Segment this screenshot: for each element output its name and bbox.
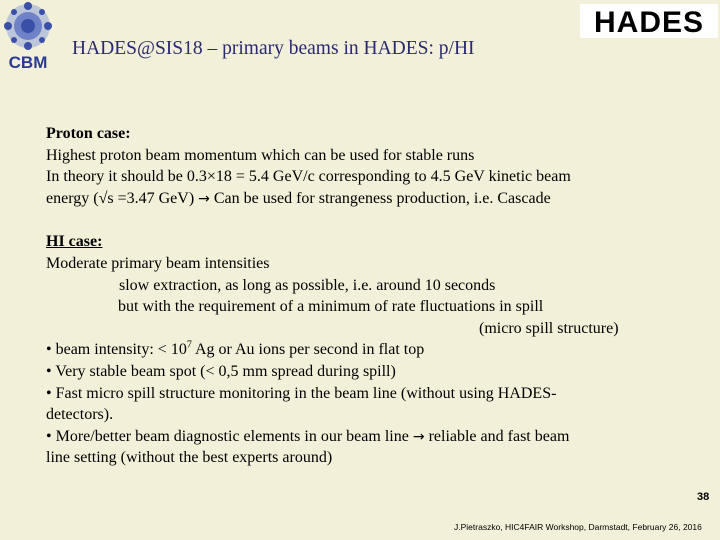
proton-heading: Proton case: xyxy=(46,125,131,142)
proton-line-2: In theory it should be 0.3×18 = 5.4 GeV/c corresponding to 4.5 GeV kinetic beam xyxy=(46,168,571,186)
slide-content xyxy=(46,123,686,469)
slide-title: HADES@SIS18 – primary beams in HADES: p/HI xyxy=(72,38,475,59)
arrow-right-icon: → xyxy=(198,190,210,207)
proton-cascade-text: Can be used for strangeness production, i.e. Cascade xyxy=(209,189,551,207)
hi-line-3: but with the requirement of a minimum of rate fluctuations in spill xyxy=(118,298,544,316)
hades-logo xyxy=(580,4,718,38)
hi-heading: HI case: xyxy=(46,233,103,251)
arrow-right-icon: → xyxy=(412,428,425,445)
hades-logo-text: HADES xyxy=(593,6,705,38)
hi-line-1: Moderate primary beam intensities xyxy=(46,254,270,272)
intensity-exponent: 7 xyxy=(186,340,192,352)
cbm-atom-icon xyxy=(4,2,52,50)
hi-bullet-diagnostics-cont: line setting (without the best experts around) xyxy=(46,449,333,467)
diagnostics-text: • More/better beam diagnostic elements in our beam line xyxy=(46,427,413,445)
hi-bullet-spill-monitoring: • Fast micro spill structure monitoring in the beam line (without using HADES- xyxy=(46,384,557,402)
proton-line-1: Highest proton beam momentum which can be used for stable runs xyxy=(46,146,475,164)
cbm-logo xyxy=(2,0,54,72)
hi-bullet-beam-spot: • Very stable beam spot (< 0,5 mm spread during spill) xyxy=(46,362,396,380)
diagnostics-reliable-text: reliable and fast beam xyxy=(424,427,570,445)
intensity-text: • beam intensity: < 10 xyxy=(46,341,187,359)
cbm-logo-text: CBM xyxy=(8,53,48,72)
hi-line-2: slow extraction, as long as possible, i.e. around 10 seconds xyxy=(119,276,496,294)
proton-line-3 xyxy=(46,188,686,210)
proton-energy-text: energy (√s =3.47 GeV) xyxy=(46,189,199,207)
intensity-ions-text: Ag or Au ions per second in flat top xyxy=(191,341,425,359)
footer-citation: J.Pietraszko, HIC4FAIR Workshop, Darmstadt, February 26, 2016 xyxy=(454,522,702,532)
page-number: 38 xyxy=(697,491,710,503)
hi-bullet-diagnostics xyxy=(46,426,686,448)
hi-bullet-spill-monitoring-cont: detectors). xyxy=(46,406,114,424)
hi-line-4: (micro spill structure) xyxy=(479,319,619,337)
hi-bullet-intensity xyxy=(46,339,686,361)
